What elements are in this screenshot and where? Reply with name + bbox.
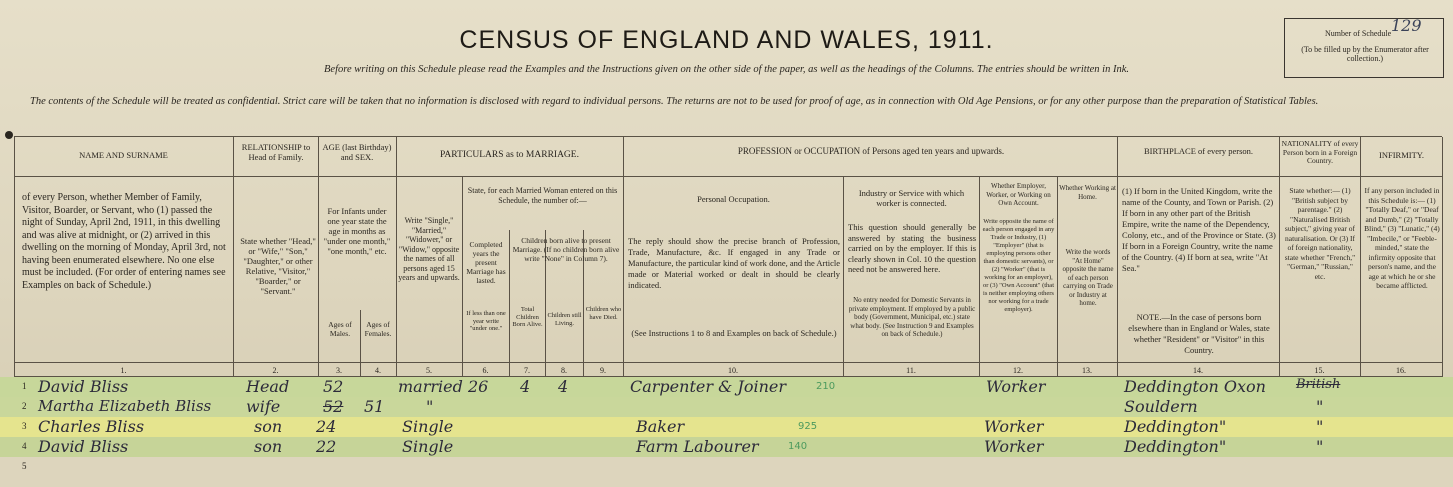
- row-number: 4: [22, 441, 27, 451]
- name-description: of every Person, whether Member of Family, Visitor, Boarder, or Servant, who (1) passed the night of Sunday, April 2nd, 1911, in this dwelling and was alive at midnight, or (2) arrived in this dwelling on the morning of Monday, April 3rd, not having been enumerated elsewhere. No one else must be included. (For order of entering names see Examples on back of Schedule.): [22, 192, 226, 291]
- column-number: 2.: [272, 366, 279, 375]
- occupation-code: 925: [798, 421, 818, 432]
- column-number: 11.: [906, 366, 916, 375]
- column-number: 9.: [600, 366, 606, 375]
- divider: [14, 362, 1442, 363]
- employment-status: Worker: [986, 377, 1046, 396]
- married-woman-heading: State, for each Married Woman entered on this Schedule, the number of:—: [467, 186, 618, 205]
- ages-females-heading: Ages of Females.: [364, 320, 392, 338]
- person-name: Charles Bliss: [38, 417, 145, 436]
- age-description: For Infants under one year state the age in months as "under one month," "one month," etc.: [323, 206, 391, 256]
- table-row: [0, 377, 1453, 397]
- industry-description: This question should generally be answered by stating the business carried on by the employer. If this is clearly shown in Col. 10 the question need not be answered here.: [848, 222, 976, 274]
- occupation-code: 140: [788, 441, 808, 452]
- row-number: 1: [22, 381, 27, 391]
- column-number: 3.: [336, 366, 342, 375]
- column-number: 8.: [561, 366, 567, 375]
- employment-status: Worker: [984, 437, 1044, 456]
- at-home-heading: Whether Working at Home.: [1059, 184, 1116, 201]
- table-row: [0, 457, 1453, 487]
- children-born-heading: Children born alive to present Marriage. (If no children born alive write "None" in Column 7).: [512, 236, 620, 263]
- table-row: [0, 437, 1453, 457]
- page-title: CENSUS OF ENGLAND AND WALES, 1911.: [459, 26, 994, 54]
- completed-years-note: If less than one year write "under one.": [466, 310, 506, 332]
- nationality: ": [1316, 417, 1324, 436]
- schedule-number: 129: [1391, 16, 1422, 35]
- nationality: ": [1316, 437, 1324, 456]
- marital-status: ": [426, 397, 434, 416]
- schedule-label: Number of Schedule: [1325, 29, 1392, 38]
- person-name: Martha Elizabeth Bliss: [38, 397, 212, 415]
- nationality: ": [1316, 397, 1324, 416]
- column-number: 12.: [1013, 366, 1023, 375]
- marriage-heading: PARTICULARS as to MARRIAGE.: [440, 150, 579, 160]
- completed-years-heading: Completed years the present Marriage has lasted.: [466, 240, 506, 285]
- marriage-years: 26: [468, 377, 489, 396]
- relationship: son: [254, 437, 283, 456]
- age-male: 22: [316, 437, 337, 456]
- infirmity-description: If any person included in this Schedule is:— (1) "Totally Deaf," or "Deaf and Dumb," (2) "Totally Blind," (3) "Lunatic," (4) "Imbecile," or "Feeble-minded," state the infirmity opposite that person's name, and the age at which he or she became afflicted.: [1364, 186, 1440, 290]
- marriage-instruction: Write "Single," "Married," "Widower," or "Widow," opposite the names of all persons aged 15 years and upwards.: [398, 216, 460, 282]
- personal-occupation-heading: Personal Occupation.: [697, 194, 770, 204]
- occupation: Baker: [636, 417, 685, 436]
- birthplace: Deddington Oxon: [1124, 377, 1266, 396]
- column-number: 13.: [1082, 366, 1092, 375]
- column-number: 14.: [1193, 366, 1203, 375]
- column-number: 1.: [120, 366, 127, 375]
- birthplace-note: NOTE.—In the case of persons born elsewhere than in England or Wales, state whether "Resident" or "Visitor" in this Country.: [1128, 312, 1270, 355]
- marital-status: married: [398, 377, 463, 396]
- industry-heading: Industry or Service with which worker is connected.: [858, 188, 965, 208]
- total-children-heading: Total Children Born Alive.: [512, 306, 543, 328]
- birthplace: Deddington": [1124, 417, 1227, 436]
- children-living: 4: [558, 377, 569, 396]
- infirmity-heading: INFIRMITY.: [1379, 150, 1424, 160]
- age-female: 51: [364, 397, 385, 416]
- relationship: wife: [246, 397, 281, 416]
- personal-occupation-description: The reply should show the precise branch of Profession, Trade, Manufacture, &c. If engaged in any Trade or Manufacture, the particular kind of work done, and the Article made or Material worked or dealt in should be clearly indicated.: [628, 236, 840, 290]
- at-home-description: Write the words "At Home" opposite the name of each person carrying on Trade or Industry at home.: [1062, 248, 1114, 307]
- personal-occupation-note: (See Instructions 1 to 8 and Examples on back of Schedule.): [631, 328, 837, 338]
- relationship-heading: RELATIONSHIP to Head of Family.: [241, 142, 311, 162]
- relationship: Head: [246, 377, 290, 396]
- industry-note: No entry needed for Domestic Servants in private employment. If employed by a public body (Government, Municipal, etc.) state what body. (See Instruction 9 and Examples on back of Schedule.): [848, 296, 976, 338]
- employer-heading: Whether Employer, Worker, or Working on Own Account.: [986, 182, 1051, 207]
- confidentiality-text: The contents of the Schedule will be treated as confidential. Strict care will be taken that no information is disclosed with regard to individual persons. The returns are not to be used for proof of age, as in connection with Old Age Pensions, or for any other purpose than the preparation of Statistical Tables.: [30, 96, 1319, 107]
- row-number: 2: [22, 401, 27, 411]
- schedule-note: (To be filled up by the Enumerator after collection.): [1301, 45, 1429, 63]
- marital-status: Single: [402, 417, 454, 436]
- instruction-text: Before writing on this Schedule please read the Examples and the Instructions given on the other side of the paper, as well as the headings of the Columns. The entries should be written in Ink.: [324, 64, 1129, 75]
- birthplace: Deddington": [1124, 437, 1227, 456]
- occupation: Farm Labourer: [636, 437, 759, 456]
- relationship: son: [254, 417, 283, 436]
- ages-males-heading: Ages of Males.: [328, 320, 352, 338]
- relationship-description: State whether "Head," or "Wife," "Son," "Daughter," or other Relative, "Visitor," "Boarder," or "Servant.": [240, 236, 316, 296]
- table-row: [0, 397, 1453, 417]
- employment-status: Worker: [984, 417, 1044, 436]
- person-name: David Bliss: [38, 377, 129, 396]
- schedule-number-box: [1284, 18, 1444, 78]
- divider: [14, 136, 1442, 137]
- children-total: 4: [520, 377, 531, 396]
- occupation-code: 210: [816, 381, 836, 392]
- birthplace: Souldern: [1124, 397, 1198, 416]
- column-number: 4.: [375, 366, 381, 375]
- marital-status: Single: [402, 437, 454, 456]
- row-number: 5: [22, 461, 27, 471]
- children-living-heading: Children still Living.: [547, 312, 582, 327]
- column-number: 16.: [1396, 366, 1406, 375]
- children-died-heading: Children who have Died.: [585, 306, 622, 321]
- person-name: David Bliss: [38, 437, 129, 456]
- column-number: 5.: [426, 366, 432, 375]
- employer-description: Write opposite the name of each person engaged in any Trade or Industry, (1) "Employer" (that is employing persons other than domestic servants), or (2) "Worker" (that is working for an employer), or (3) "Own Account" (that is neither employing others nor working for a trade employer).: [982, 218, 1055, 313]
- birthplace-description: (1) If born in the United Kingdom, write the name of the County, and Town or Parish. (2) If born in any other part of the British Empire, write the name of the Dependency, Colony, etc., and of the Province or State. (3) If born in a Foreign Country, write the name of the Country. (4) If born at sea, write "At Sea.": [1122, 186, 1276, 273]
- age-male: 52: [323, 397, 344, 416]
- row-number: 3: [22, 421, 27, 431]
- column-number: 7.: [524, 366, 530, 375]
- occupation: Carpenter & Joiner: [630, 377, 786, 396]
- age-heading: AGE (last Birthday) and SEX.: [322, 142, 392, 162]
- column-number: 6.: [482, 366, 489, 375]
- profession-heading: PROFESSION or OCCUPATION of Persons aged ten years and upwards.: [737, 146, 1005, 156]
- age-male: 24: [316, 417, 337, 436]
- nationality-description: State whether:— (1) "British subject by parentage." (2) "Naturalised British subject," giving year of naturalisation. Or (3) If of foreign nationality, state whether "French," "German," "Russian," etc.: [1284, 186, 1356, 281]
- nationality-heading: NATIONALITY of every Person born in a Foreign Country.: [1281, 139, 1359, 165]
- name-heading: NAME AND SURNAME: [79, 150, 168, 160]
- divider: [14, 176, 1442, 177]
- nationality: British: [1296, 377, 1341, 392]
- birthplace-heading: BIRTHPLACE of every person.: [1143, 146, 1254, 156]
- table-row: [0, 417, 1453, 437]
- column-number: 15.: [1314, 366, 1325, 375]
- column-number: 10.: [728, 366, 738, 375]
- age-male: 52: [323, 377, 344, 396]
- punch-hole: [5, 131, 13, 139]
